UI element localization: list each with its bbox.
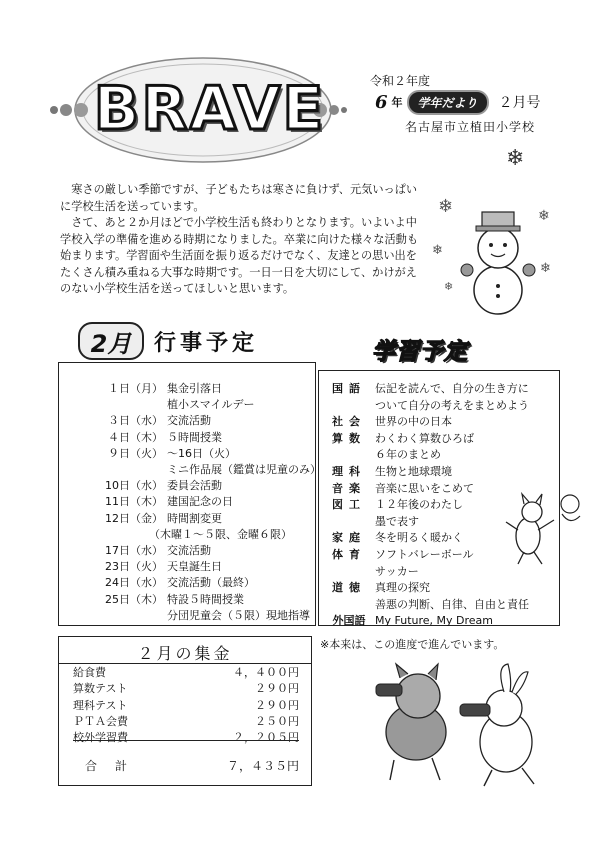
subject-name: 理科: [332, 464, 366, 478]
subject-name: [323, 514, 375, 531]
grade-newsletter-badge: 学年だより: [407, 90, 489, 115]
study-row: [323, 431, 557, 448]
grade-line: [375, 90, 541, 114]
study-topic: １２年後のわたし: [375, 498, 463, 512]
event-row: [73, 430, 311, 446]
fee-row: [73, 698, 299, 714]
event-date: 25日（木）: [105, 592, 163, 606]
study-topic: 伝記を読んで、自分の生き方に: [375, 382, 529, 395]
study-row: [323, 580, 557, 597]
event-date: 11日（木）: [105, 495, 163, 509]
event-text: ～16日（火）: [167, 446, 236, 460]
fee-row: [73, 665, 299, 681]
subject-name: 国語: [332, 382, 366, 395]
snowman-illustration: [430, 190, 560, 320]
fee-amount: ２，２０５円: [233, 731, 299, 745]
event-text: 交流活動（最終）: [167, 576, 255, 590]
study-topic: 音楽に思いをこめて: [375, 481, 474, 495]
study-topic: My Future, My Dream: [375, 614, 493, 628]
event-row: [73, 543, 311, 559]
event-text: 時間割変更: [167, 511, 222, 525]
subject-name: 家庭: [332, 531, 366, 545]
intro-paragraph-2: さて、あと２か月ほどで小学校生活も終わりとなります。いよいよ中学校入学の準備を進める時期になりました。卒業に向けた様々な活動も始まります。学習面や生活面を振り返るだけでなく、友達との思い出をたくさん積み重ねる大事な時期です。一日一日を大切にして、かけがえのない小学校生活を送ってほしいと思います。: [60, 216, 419, 295]
event-row: [73, 592, 311, 608]
subject-name: 音楽: [332, 481, 366, 495]
study-topic: ついて自分の考えをまとめよう: [375, 398, 529, 412]
study-topic: ソフトバレーボール: [375, 547, 474, 561]
event-row: [73, 494, 311, 510]
snowflake-icon: ❄: [506, 146, 525, 171]
fee-amount: ２９０円: [255, 682, 299, 696]
study-topic: 墨で表す: [375, 514, 419, 528]
fees-box: [58, 636, 312, 786]
study-topic: 善悪の判断、自律、自由と責任: [375, 597, 529, 611]
intro-text: [60, 182, 420, 298]
subject-name: [323, 447, 375, 464]
event-text: 交流活動: [167, 544, 211, 558]
fee-name: 校外学習費: [73, 731, 128, 745]
study-topic: ６年のまとめ: [375, 448, 441, 462]
event-date: 10日（水）: [105, 479, 163, 493]
event-row: [73, 478, 311, 494]
event-date: ９日（火）: [108, 446, 163, 460]
study-topic: 冬を明るく暖かく: [375, 531, 463, 545]
event-date: 12日（金）: [105, 511, 163, 525]
study-row: [323, 447, 557, 464]
event-row: [73, 559, 311, 575]
subject-name: 外国語: [332, 614, 366, 628]
study-row: [323, 414, 557, 431]
event-date: 23日（火）: [105, 560, 163, 574]
school-year: 令和２年度: [370, 74, 431, 88]
event-list: [73, 381, 321, 624]
study-row: [323, 564, 557, 581]
binocular-animals-illustration: [366, 660, 556, 790]
subject-name: 道徳: [332, 581, 366, 595]
event-text: 交流活動: [167, 414, 211, 428]
study-row: [323, 613, 557, 630]
study-plan-note: ※本来は、この進度で進んでいます。: [320, 638, 505, 651]
svg-text:❄: ❄: [432, 243, 443, 258]
event-continuation: 分団児童会（５限）現地指導: [167, 608, 310, 622]
events-box: [58, 362, 321, 626]
study-topic: 世界の中の日本: [375, 415, 452, 429]
subject-name: [323, 597, 375, 614]
event-row: [73, 413, 311, 429]
study-topic: 生物と地球環境: [375, 464, 452, 478]
subject-name: [323, 564, 375, 581]
subject-name: [323, 398, 375, 415]
schedule-title: 行事予定: [154, 330, 259, 356]
event-continuation: 植小スマイルデー: [167, 398, 255, 412]
study-plan-heading: 学習予定: [372, 339, 468, 365]
fees-total-amount: ７，４３５円: [226, 759, 299, 773]
event-date: ４日（木）: [108, 430, 163, 444]
fees-total-divider: [73, 740, 299, 741]
event-text: 建国記念の日: [167, 495, 233, 509]
fee-name: 理科テスト: [73, 698, 128, 712]
event-continuation: （木曜１～５限、金曜６限）: [149, 527, 292, 541]
study-topic: わくわく算数ひろば: [375, 431, 474, 445]
event-date: １日（月）: [108, 382, 163, 395]
event-row: [73, 511, 311, 527]
fee-row: [73, 681, 299, 697]
school-name: 名古屋市立植田小学校: [405, 120, 536, 134]
study-row: [323, 464, 557, 481]
fee-amount: ２５０円: [255, 714, 299, 728]
fee-name: 算数テスト: [73, 682, 128, 696]
svg-text:❄: ❄: [538, 208, 550, 224]
event-date: ３日（水）: [108, 414, 163, 428]
event-row: [73, 381, 311, 397]
subject-name: 体育: [332, 547, 366, 561]
event-row: [73, 575, 311, 591]
dancing-cat-illustration: [498, 486, 590, 566]
event-continuation: ミニ作品展（鑑賞は児童のみ）: [167, 463, 321, 477]
event-text: 特設５時間授業: [167, 592, 244, 606]
fee-amount: ２９０円: [255, 698, 299, 712]
event-text: ５時間授業: [167, 430, 222, 444]
newsletter-title: BRAVE: [93, 74, 326, 144]
fee-list: [73, 665, 299, 746]
schedule-heading: [78, 322, 258, 360]
event-text: 集金引落日: [167, 382, 222, 395]
event-text: 委員会活動: [167, 479, 222, 493]
intro-paragraph-1: 寒さの厳しい季節ですが、子どもたちは寒さに負けず、元気いっぱいに学校生活を送っています。: [60, 183, 418, 213]
fees-title: ２月の集金: [137, 644, 233, 663]
subject-name: 算数: [332, 431, 366, 445]
subject-name: 図工: [332, 498, 366, 512]
svg-text:❄: ❄: [444, 280, 454, 293]
study-row: [323, 597, 557, 614]
study-row: [323, 381, 557, 398]
study-row: [323, 398, 557, 415]
svg-text:❄: ❄: [540, 261, 551, 276]
event-date: 24日（水）: [105, 576, 163, 590]
event-date: 17日（水）: [105, 544, 163, 558]
grade-number: 6: [375, 91, 388, 113]
issue-month: ２月号: [498, 95, 541, 111]
fee-amount: ４，４００円: [233, 666, 299, 679]
grade-suffix: 年: [391, 96, 403, 109]
event-text: 天皇誕生日: [167, 560, 222, 574]
month-badge: 2月: [78, 322, 144, 360]
fees-total-row: [85, 757, 299, 774]
event-row: [73, 446, 311, 462]
fee-row: [73, 714, 299, 730]
fee-name: 給食費: [73, 666, 106, 679]
fee-name: ＰＴＡ会費: [73, 714, 128, 728]
study-topic: 真理の探究: [375, 581, 430, 595]
fees-total-label: 合計: [85, 759, 146, 773]
study-topic: サッカー: [375, 564, 419, 578]
fees-title-divider: [59, 663, 311, 664]
subject-name: 社会: [332, 415, 366, 429]
fee-row: [73, 730, 299, 746]
svg-text:❄: ❄: [438, 196, 454, 217]
